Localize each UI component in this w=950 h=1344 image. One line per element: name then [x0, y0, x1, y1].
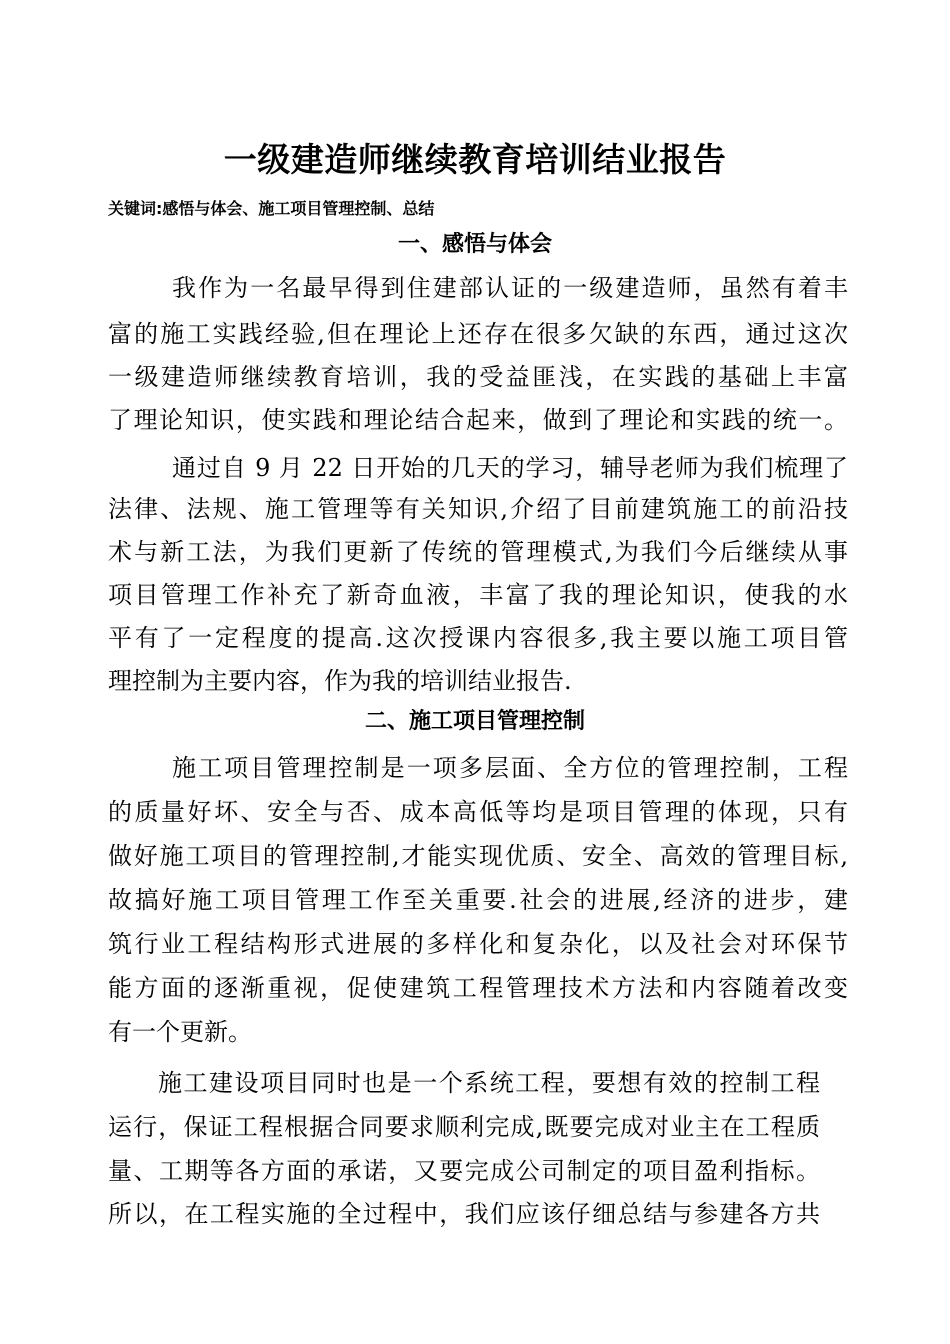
paragraph-line: 运行，保证工程根据合同要求顺利完成,既要完成对业主在工程质	[108, 1113, 820, 1141]
document-title: 一级建造师继续教育培训结业报告	[223, 140, 727, 179]
section-heading-2: 二、施工项目管理控制	[364, 709, 585, 734]
paragraph-line: 有一个更新。	[108, 1018, 252, 1046]
paragraph-line: 理控制为主要内容，作为我的培训结业报告.	[108, 667, 572, 695]
paragraph-line: 所以，在工程实施的全过程中，我们应该仔细总结与参建各方共	[108, 1200, 820, 1228]
keywords-line: 关键词:感悟与体会、施工项目管理控制、总结	[108, 199, 435, 218]
paragraph-line: 项目管理工作补充了新奇血液，丰富了我的理论知识，使我的水	[108, 581, 848, 609]
paragraph-line: 能方面的逐渐重视，促使建筑工程管理技术方法和内容随着改变	[108, 974, 848, 1002]
paragraph-line: 了理论知识，使实践和理论结合起来，做到了理论和实践的统一。	[108, 406, 848, 434]
paragraph-line: 我作为一名最早得到住建部认证的一级建造师，虽然有着丰	[172, 274, 848, 302]
paragraph-line: 一级建造师继续教育培训，我的受益匪浅，在实践的基础上丰富	[108, 363, 848, 391]
paragraph-line: 做好施工项目的管理控制,才能实现优质、安全、高效的管理目标,	[108, 842, 848, 870]
paragraph-line: 通过自 9 月 22 日开始的几天的学习，辅导老师为我们梳理了	[172, 454, 848, 482]
paragraph-line: 施工项目管理控制是一项多层面、全方位的管理控制，工程	[172, 754, 848, 782]
paragraph-line: 筑行业工程结构形式进展的多样化和复杂化，以及社会对环保节	[108, 930, 848, 958]
paragraph-line: 量、工期等各方面的承诺，又要完成公司制定的项目盈利指标。	[108, 1157, 820, 1185]
paragraph-line: 平有了一定程度的提高.这次授课内容很多,我主要以施工项目管	[108, 624, 848, 652]
paragraph-line: 富的施工实践经验,但在理论上还存在很多欠缺的东西，通过这次	[108, 320, 848, 348]
section-heading-1: 一、感悟与体会	[397, 232, 552, 257]
paragraph-line: 故搞好施工项目管理工作至关重要.社会的进展,经济的进步，建	[108, 886, 848, 914]
paragraph-line: 施工建设项目同时也是一个系统工程，要想有效的控制工程	[158, 1069, 820, 1097]
paragraph-line: 法律、法规、施工管理等有关知识,介绍了目前建筑施工的前沿技	[108, 495, 848, 523]
paragraph-line: 的质量好坏、安全与否、成本高低等均是项目管理的体现，只有	[108, 798, 848, 826]
paragraph-line: 术与新工法，为我们更新了传统的管理模式,为我们今后继续从事	[108, 538, 848, 566]
